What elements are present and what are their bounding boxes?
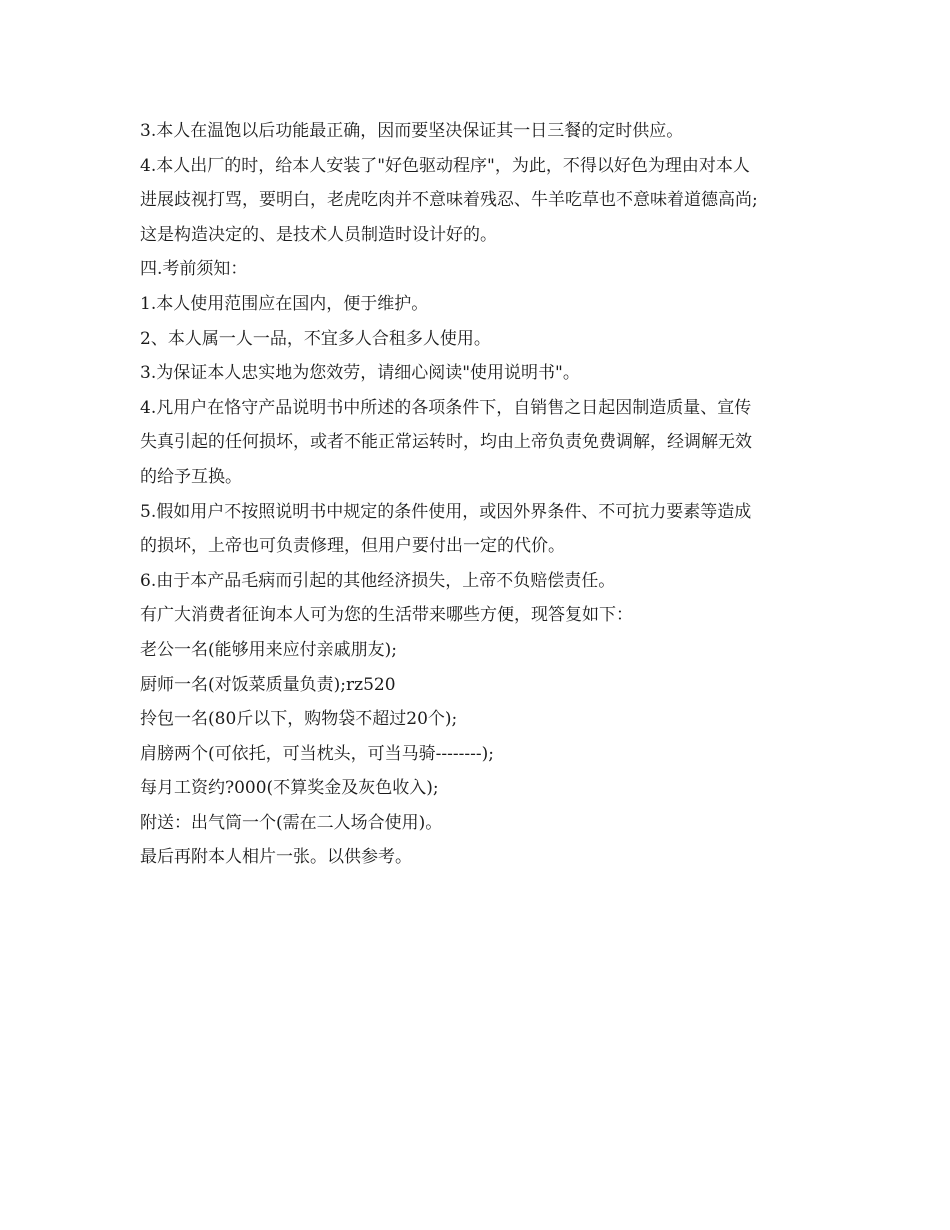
text-line: 最后再附本人相片一张。以供参考。 — [140, 847, 412, 868]
paragraph — [140, 737, 840, 772]
text-line: 进展歧视打骂，要明白，老虎吃肉并不意味着残忍、牛羊吃草也不意味着道德高尚; — [140, 190, 758, 211]
text-line: 3.为保证本人忠实地为您效劳，请细心阅读"使用说明书"。 — [140, 363, 580, 384]
text-line: 拎包一名(80斤以下，购物袋不超过20个); — [140, 709, 458, 730]
text-line: 的给予互换。 — [140, 466, 242, 487]
text-line: 6.由于本产品毛病而引起的其他经济损失，上帝不负赔偿责任。 — [140, 570, 616, 591]
paragraph — [140, 702, 840, 737]
paragraph — [140, 598, 840, 633]
paragraph — [140, 114, 840, 149]
paragraph — [140, 391, 840, 495]
paragraph — [140, 149, 840, 253]
document-body — [140, 114, 840, 875]
paragraph — [140, 633, 840, 668]
paragraph — [140, 356, 840, 391]
text-line: 4.凡用户在恪守产品说明书中所述的各项条件下，自销售之日起因制造质量、宣传 — [140, 397, 752, 418]
text-line: 4.本人出厂的时，给本人安装了"好色驱动程序"，为此，不得以好色为理由对本人 — [140, 155, 750, 176]
paragraph — [140, 668, 840, 703]
text-line: 2、本人属一人一品，不宜多人合租多人使用。 — [140, 328, 491, 349]
text-line: 5.假如用户不按照说明书中规定的条件使用，或因外界条件、不可抗力要素等造成 — [140, 501, 752, 522]
text-line: 1.本人使用范围应在国内，便于维护。 — [140, 293, 429, 314]
paragraph — [140, 840, 840, 875]
paragraph — [140, 806, 840, 841]
text-line: 老公一名(能够用来应付亲戚朋友); — [140, 639, 397, 660]
paragraph — [140, 771, 840, 806]
text-line: 四.考前须知： — [140, 259, 248, 280]
text-line: 这是构造决定的、是技术人员制造时设计好的。 — [140, 224, 497, 245]
text-line: 附送：出气筒一个(需在二人场合使用)。 — [140, 812, 443, 833]
text-line: 有广大消费者征询本人可为您的生活带来哪些方便，现答复如下： — [140, 605, 633, 626]
paragraph — [140, 495, 840, 564]
text-line: 失真引起的任何损坏，或者不能正常运转时，均由上帝负责免费调解，经调解无效 — [140, 432, 752, 453]
text-line: 厨师一名(对饭菜质量负责);rz520 — [140, 674, 396, 695]
text-line: 肩膀两个(可依托，可当枕头，可当马骑--------); — [140, 743, 494, 764]
paragraph — [140, 252, 840, 287]
paragraph — [140, 322, 840, 357]
text-line: 每月工资约?000(不算奖金及灰色收入); — [140, 778, 439, 799]
paragraph — [140, 287, 840, 322]
text-line: 3.本人在温饱以后功能最正确，因而要坚决保证其一日三餐的定时供应。 — [140, 121, 684, 141]
text-line: 的损坏，上帝也可负责修理，但用户要付出一定的代价。 — [140, 536, 565, 557]
paragraph — [140, 564, 840, 599]
